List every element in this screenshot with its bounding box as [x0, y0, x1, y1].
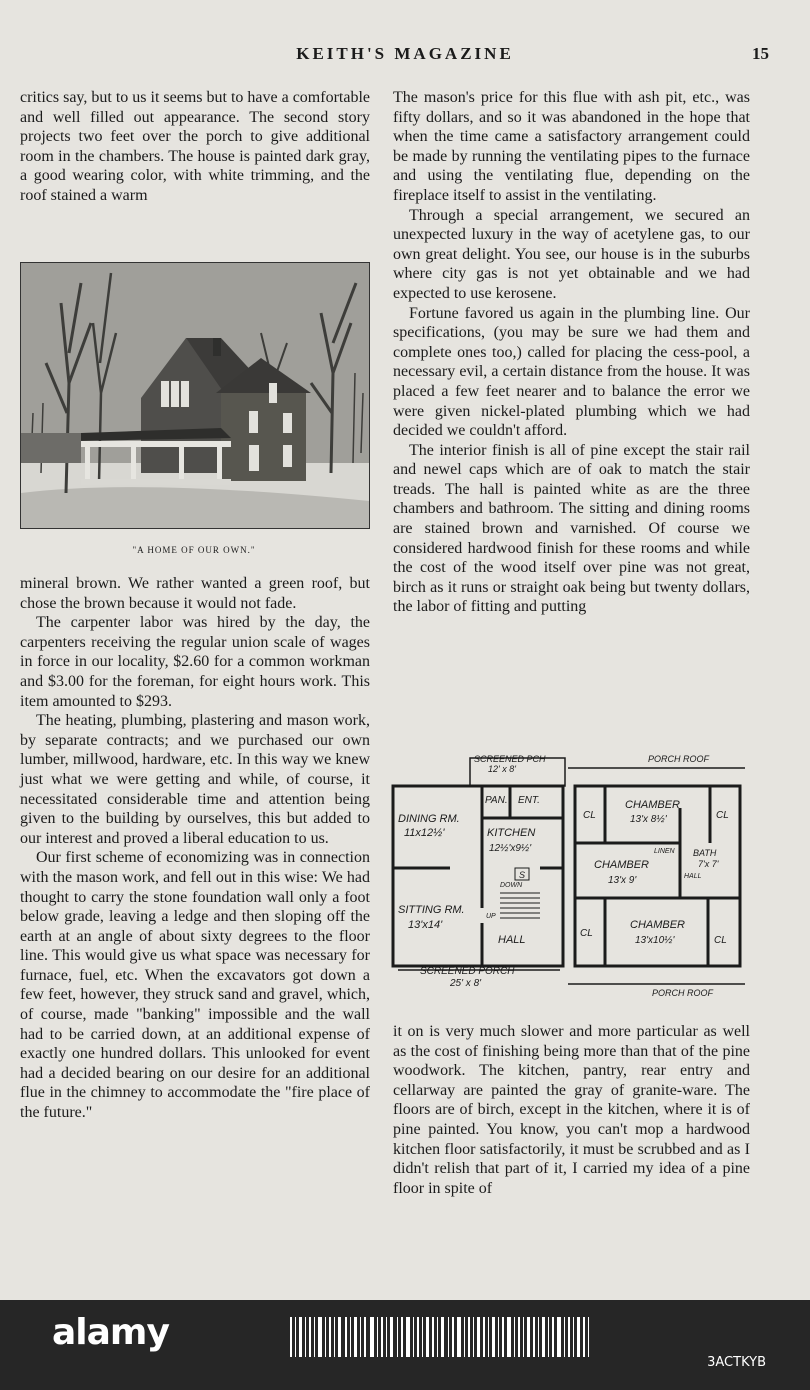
- paragraph: Our first scheme of economizing was in connection with the mason work, and fell out in this wise: We had thought to carry the stone foundation wall only a foot below grade, leaving a ledge and then sloping off the earth at an angle of about sixty degrees to the floor line. This would give us what space was necessary for furnace, fuel, etc. When the excavators got down a few feet, however, they struck sand and gravel, which, of course, made "banking" impossible and the wall had to be carried down, at an additional expense of exactly one hundred dollars. This unlooked for event had a decided bearing on our desire for an additional flue in the chimney to accommodate the "fire place of the future.": [20, 849, 370, 1122]
- barcode-graphic: [290, 1317, 590, 1357]
- label-screened-porch-rear-size: 12' x 8': [488, 764, 516, 774]
- label-pantry: PAN.: [485, 795, 508, 806]
- label-porch-roof-bottom: PORCH ROOF: [652, 988, 714, 998]
- label-sitting-size: 13'x14': [408, 919, 443, 931]
- right-column-bottom: [393, 1022, 750, 1198]
- label-sitting-room: SITTING RM.: [398, 904, 465, 916]
- paragraph: mineral brown. We rather wanted a green roof, but chose the brown because it would not fade.: [20, 575, 370, 612]
- label-chamber-3-size: 13'x10½': [635, 935, 675, 946]
- label-hall-first: HALL: [498, 934, 526, 946]
- label-up: UP: [486, 913, 496, 920]
- label-kitchen: KITCHEN: [487, 827, 536, 839]
- paragraph: Fortune favored us again in the plumbing line. Our specifications, (you may be sure we had them and complete ones too,) called for placing the cess-pool, a necessary evil, a certain distance from the house. It was placed a few feet nearer and to balance the error we were given nickel-plated plumbing which we had decided we couldn't afford.: [393, 304, 750, 440]
- label-entry: ENT.: [518, 795, 540, 806]
- first-floor-walls: [393, 758, 565, 970]
- left-column-top: [20, 88, 370, 206]
- right-column-top: [393, 88, 750, 617]
- label-porch-roof-top: PORCH ROOF: [648, 754, 710, 764]
- label-closet: CL: [580, 928, 593, 939]
- house-illustration: [21, 263, 369, 528]
- label-linen: LINEN: [654, 848, 675, 855]
- running-header-title: KEITH'S MAGAZINE: [296, 44, 514, 63]
- paragraph: The interior finish is all of pine except the stair rail and newel caps which are of oak to match the stair treads. The hall is painted white as are the three chambers and bathroom. The sitting and dining rooms are stained brown and varnished. Of course we considered hardwood finish for these rooms and while the cost of the wood itself over pine was not great, birch as it runs or straight oak being but twenty dollars, the labor of fitting and putting: [393, 441, 750, 616]
- label-dining-room: DINING RM.: [398, 813, 460, 825]
- label-chamber-3: CHAMBER: [630, 919, 686, 931]
- label-dining-size: 11x12½': [404, 827, 445, 839]
- label-closet: CL: [714, 935, 727, 946]
- label-screened-porch-front-size: 25' x 8': [450, 978, 482, 989]
- paragraph: critics say, but to us it seems but to have a comfortable and well filled out appearance. The second story projects two feet over the porch to give additional room in the chambers. The house is painted dark gray, a good wearing color, with white trimming, and the roof stained a warm: [20, 89, 370, 204]
- house-photograph: [20, 262, 370, 529]
- stock-image-id: 3ACTKYB: [707, 1355, 766, 1370]
- label-bath-size: 7'x 7': [698, 859, 719, 869]
- label-hall-second: HALL: [684, 873, 702, 880]
- paragraph: The heating, plumbing, plastering and mason work, by separate contracts; and we purchased our own lumber, millwood, hardware, etc. In this way we knew just what we were getting and while, of course, it necessitated considerable time and attention being given to the building by ourselves, this but added to our interest and proved a liberal education to us.: [20, 712, 370, 847]
- label-chamber-1-size: 13'x 8½': [630, 814, 667, 825]
- paragraph: it on is very much slower and more particular as well as the cost of finishing being more than that of the pine woodwork. The kitchen, pantry, rear entry and cellarway are painted the gray of granite-ware. The floors are of birch, except in the kitchen, where it is of pine painted. You know, you can't mop a hardwood kitchen floor satisfactorily, it must be scrubbed and as I didn't relish that part of it, I carried my idea of a pine floor in spite of: [393, 1023, 750, 1197]
- label-bath: BATH: [693, 848, 717, 858]
- label-chamber-2-size: 13'x 9': [608, 875, 637, 886]
- paragraph: The carpenter labor was hired by the day, the carpenters receiving the regular union scale of wages in force in our locality, $2.60 for a common workman and $3.00 for the foreman, for eight hours work. This item amounted to $293.: [20, 614, 370, 710]
- label-chamber-1: CHAMBER: [625, 799, 681, 811]
- paragraph: Through a special arrangement, we secured an unexpected luxury in the way of acetylene gas, to our own great delight. You see, our house is in the suburbs where city gas is not yet obtainable and we had expected to use kerosene.: [393, 206, 750, 302]
- alamy-logo: alamy: [52, 1312, 169, 1353]
- page-number: 15: [752, 44, 769, 63]
- label-closet: CL: [716, 810, 729, 821]
- label-closet: CL: [583, 810, 596, 821]
- label-screened-porch-front: SCREENED PORCH: [420, 966, 515, 977]
- photo-caption: "A HOME OF OUR OWN.": [132, 545, 256, 555]
- paragraph: The mason's price for this flue with ash pit, etc., was fifty dollars, and so it was abandoned in the hope that when the time came a satisfactory arrangement could be made by running the ventilating pipes to the furnace and using the ventilating flue, depending on the fireplace itself to assist in the ventilating.: [393, 89, 750, 204]
- left-column-bottom: [20, 574, 370, 1123]
- label-sink: S: [519, 870, 526, 880]
- label-down: DOWN: [500, 882, 523, 889]
- label-chamber-2: CHAMBER: [594, 859, 650, 871]
- label-screened-porch-rear: SCREENED PCH: [474, 754, 546, 764]
- floor-plan-drawing: [390, 748, 750, 998]
- label-kitchen-size: 12½'x9½': [489, 843, 532, 854]
